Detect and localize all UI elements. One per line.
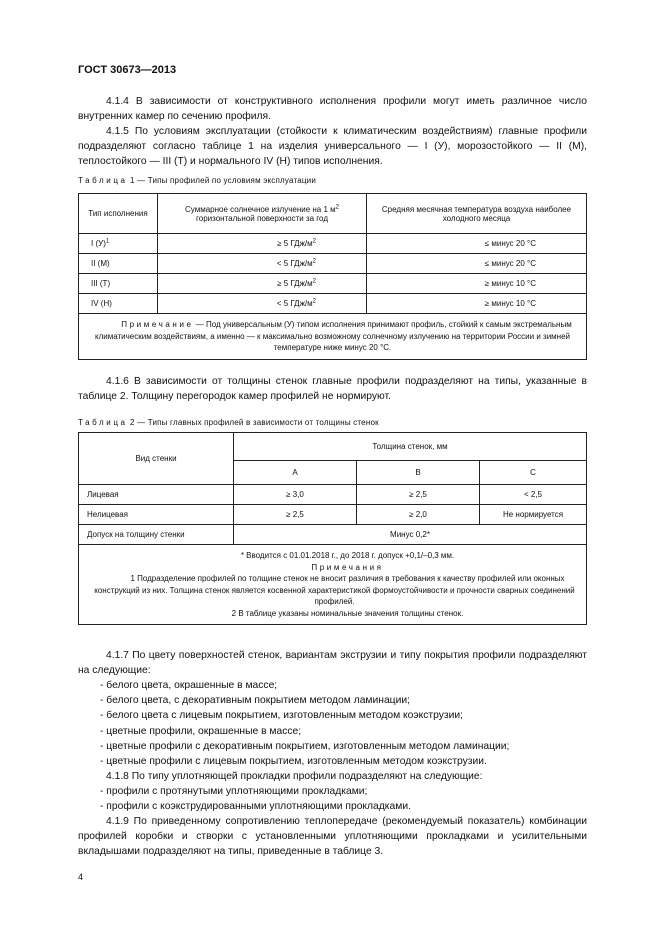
- table2-cell-c: Не нормируется: [480, 505, 587, 525]
- table1-cell-temp: ≥ минус 10 °С: [367, 274, 587, 294]
- document-header: ГОСТ 30673—2013: [78, 64, 177, 76]
- table2-footnote: * Вводится с 01.01.2018 г., до 2018 г. допуск +0,1/–0,3 мм.: [240, 551, 455, 560]
- table2-col-wall: Вид стенки: [79, 433, 234, 485]
- table1-col-temp: Средняя месячная температура воздуха наиболее холодного месяца: [367, 194, 587, 234]
- table-row: [79, 485, 587, 505]
- table2-header-row: [79, 433, 587, 461]
- table1-note-row: [79, 314, 587, 360]
- table1-cell-type: I $(У)^1$: [79, 234, 158, 254]
- table-row: [79, 294, 587, 314]
- list-item: - профили с коэкструдированными уплотняющими прокладками.: [100, 801, 411, 813]
- list-item: - профили с протянутыми уплотняющими прокладками;: [100, 786, 368, 797]
- table1-cell-radiation: < 5 ГДж/$м^2$: [158, 254, 367, 274]
- table2-notes-word: Примечания: [311, 562, 384, 572]
- table1-cell-temp: ≥ минус 10 °С: [367, 294, 587, 314]
- table-row: [79, 505, 587, 525]
- table1-cell-temp: ≤ минус 20 °С: [367, 254, 587, 274]
- paragraph-4-1-4: [78, 94, 587, 124]
- table2-cell-b: ≥ 2,0: [357, 505, 480, 525]
- table2-col-thickness: Толщина стенок, мм: [234, 433, 587, 461]
- table2-note-1: 1 Подразделение профилей по толщине стенок не вносит различия в требования к качеству профилей или оконных конструкций из них. Толщина стенок является косвенной характеристикой формоустойчивости и прочности сварных соединений профилей.: [94, 574, 575, 606]
- table2-notes: [79, 545, 587, 625]
- table2-notes-row: [79, 545, 587, 625]
- table2-cell-a: ≥ 3,0: [234, 485, 357, 505]
- paragraph-4-1-5: [78, 124, 587, 170]
- paragraph-text: 4.1.9 По приведенному сопротивлению теплопередаче (рекомендуемый показатель) комбинации профилей коробки и створки с установленными уплотняющими прокладками и усилительными вкладышами подразделяют на типы, приведенные в таблице 3.: [78, 816, 587, 858]
- paragraph-text: 4.1.5 По условиям эксплуатации (стойкости к климатическим воздействиям) главные профили подразделяют согласно таблице 1 на изделия универсального — I (У), морозостойкого — II (М), теплостойкого — III (Т) и нормального IV (Н) типов исполнения.: [78, 126, 587, 168]
- table2-cell-a: ≥ 2,5: [234, 505, 357, 525]
- list-item: - белого цвета с лицевым покрытием, изготовленным методом коэкструзии;: [100, 710, 463, 722]
- table2-tolerance-label: Допуск на толщину стенки: [79, 525, 234, 545]
- caption-word: Таблица: [78, 176, 128, 185]
- table1-col-type: Тип исполнения: [79, 194, 158, 234]
- list-4-1-8: [78, 784, 587, 814]
- caption-text: 1 — Типы профилей по условиям эксплуатации: [130, 176, 317, 185]
- table2-cell-name: Лицевая: [79, 485, 234, 505]
- table2-cell-c: < 2,5: [480, 485, 587, 505]
- paragraph-text: 4.1.8 По типу уплотняющей прокладки профили подразделяют на следующие:: [106, 771, 483, 782]
- table-row: [79, 525, 587, 545]
- paragraph-4-1-6: [78, 374, 587, 404]
- table2-tolerance-value: Минус 0,2*: [234, 525, 587, 545]
- table1-cell-type: III (Т): [79, 274, 158, 294]
- table1-cell-radiation: ≥ 5 ГДж/$м^2$: [158, 234, 367, 254]
- list-4-1-7: [78, 678, 587, 769]
- caption-text: 2 — Типы главных профилей в зависимости от толщины стенок: [130, 418, 379, 427]
- paragraph-text: 4.1.4 В зависимости от конструктивного исполнения профили могут иметь различное число внутренних камер по сечению профиля.: [78, 96, 587, 123]
- table-row: [79, 274, 587, 294]
- caption-word: Таблица: [78, 418, 128, 427]
- table1-cell-temp: ≤ минус 20 °С: [367, 234, 587, 254]
- table1-cell-radiation: < 5 ГДж/$м^2$: [158, 294, 367, 314]
- table2-sub-b: В: [357, 461, 480, 485]
- table-2: [78, 432, 587, 625]
- list-item: - цветные профили, окрашенные в массе;: [100, 725, 302, 737]
- table2-note-2: 2 В таблице указаны номинальные значения толщины стенок.: [231, 608, 464, 618]
- list-item: - белого цвета, с декоративным покрытием методом ламинации;: [100, 695, 410, 707]
- table-1: [78, 193, 587, 360]
- table1-note: [79, 314, 587, 360]
- table2-caption: [78, 418, 379, 427]
- table-row: [79, 254, 587, 274]
- note-text: — Под универсальным (У) типом исполнения принимают профиль, стойкий к самым экстремальным климатическим воздействиям, а именно — к максимально возможному солнечному излучению на территории России и зимней температуре ниже минус 20 °С.: [95, 320, 572, 352]
- list-item: - белого цвета, окрашенные в массе;: [100, 680, 278, 691]
- paragraph-4-1-7: [78, 648, 587, 678]
- list-item: - цветные профили с декоративным покрытием, изготовленным методом ламинации;: [100, 740, 510, 752]
- table-row: [79, 234, 587, 254]
- paragraph-4-1-8: [78, 769, 587, 784]
- table1-caption: [78, 176, 316, 185]
- paragraph-4-1-9: [78, 814, 587, 860]
- table1-col-radiation: Суммарное солнечное излучение на 1 $м^2$ горизонтальной поверхности за год: [158, 194, 367, 234]
- paragraph-text: 4.1.7 По цвету поверхностей стенок, вариантам экструзии и типу покрытия профили подразделяют на следующие:: [78, 650, 587, 677]
- table2-sub-c: С: [480, 461, 587, 485]
- table2-cell-b: ≥ 2,5: [357, 485, 480, 505]
- table1-cell-type: IV (Н): [79, 294, 158, 314]
- table2-sub-a: А: [234, 461, 357, 485]
- page-number: 4: [78, 872, 84, 882]
- table1-cell-radiation: ≥ 5 ГДж/$м^2$: [158, 274, 367, 294]
- table2-cell-name: Нелицевая: [79, 505, 234, 525]
- note-word: Примечание: [121, 320, 194, 329]
- table1-header-row: [79, 194, 587, 234]
- list-item: - цветные профили с лицевым покрытием, изготовленным методом коэкструзии.: [100, 756, 487, 768]
- paragraph-text: 4.1.6 В зависимости от толщины стенок главные профили подразделяют на типы, указанные в таблице 2. Толщину перегородок камер профилей не нормируют.: [78, 376, 587, 403]
- table1-cell-type: II (М): [79, 254, 158, 274]
